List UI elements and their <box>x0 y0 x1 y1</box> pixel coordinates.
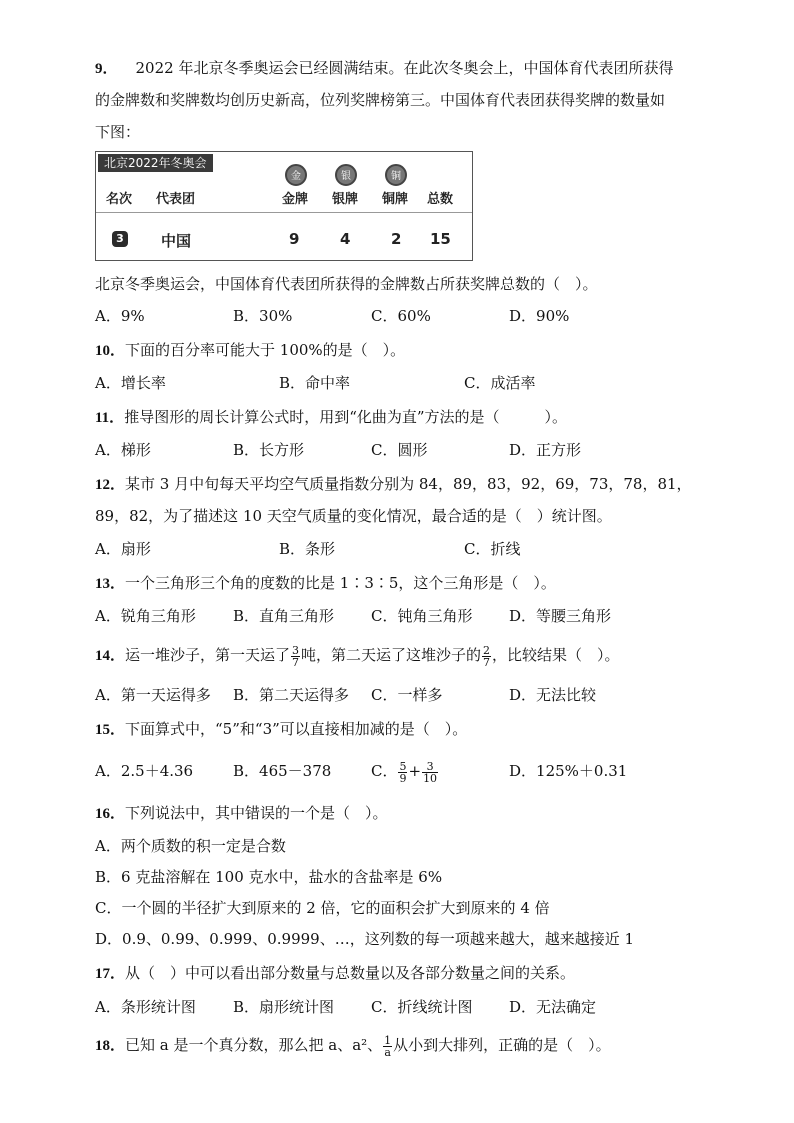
q10-option-a[interactable]: A．增长率 <box>95 374 166 392</box>
q13-options <box>95 606 715 626</box>
q11-option-c[interactable]: C．圆形 <box>371 441 428 459</box>
q16-option-a[interactable]: A．两个质数的积一定是合数 <box>95 837 286 855</box>
q16-option-b[interactable]: B．6 克盐溶解在 100 克水中，盐水的含盐率是 6% <box>95 868 443 886</box>
row-gold: 9 <box>289 230 300 248</box>
q17-option-d[interactable]: D．无法确定 <box>509 998 597 1016</box>
header-bronze: 铜牌 <box>382 192 409 207</box>
q9-option-b[interactable]: B．30% <box>233 307 293 325</box>
q12-line2: 89，82，为了描述这 10 天空气质量的变化情况，最合适的是（ ）统计图。 <box>95 507 612 525</box>
q17-option-b[interactable]: B．扇形统计图 <box>233 998 335 1016</box>
fraction-5-9: $\frac{5}{9}$ <box>399 759 407 785</box>
q14-option-a[interactable]: A．第一天运得多 <box>95 686 211 704</box>
q15-option-b[interactable]: B．465－378 <box>233 762 332 780</box>
q13-option-d[interactable]: D．等腰三角形 <box>509 607 612 625</box>
q12-number: 12． <box>95 477 126 493</box>
q17-number: 17． <box>95 966 126 982</box>
header-gold: 金牌 <box>282 192 309 207</box>
q11-option-d[interactable]: D．正方形 <box>509 441 582 459</box>
table-divider <box>96 212 472 213</box>
row-bronze: 2 <box>391 230 402 248</box>
q9-option-c[interactable]: C．60% <box>371 307 431 325</box>
q10-stem: 10．下面的百分率可能大于 100%的是（ ）。 <box>95 341 406 359</box>
q11-option-a[interactable]: A．梯形 <box>95 441 151 459</box>
gold-medal-icon: 金 <box>285 164 307 186</box>
q9-number: 9． <box>95 61 118 77</box>
q13-option-a[interactable]: A．锐角三角形 <box>95 607 196 625</box>
fraction-3-7: $\frac{3}{7}$ <box>292 643 300 669</box>
q11-number: 11． <box>95 410 125 426</box>
q12-option-a[interactable]: A．扇形 <box>95 540 151 558</box>
q9-option-a[interactable]: A．9% <box>95 307 145 325</box>
row-team: 中国 <box>161 232 192 250</box>
header-total: 总数 <box>427 192 454 207</box>
q18-stem: 18．已知 a 是一个真分数，那么把 a、a²、 $\frac{1}{a}$ 从小到大排列，正确的是（ ）。 <box>95 1033 611 1059</box>
bronze-medal-icon: 铜 <box>385 164 407 186</box>
q12-line1: 12．某市 3 月中旬每天平均空气质量指数分别为 84，89，83，92，69，73，78，81， <box>95 475 692 493</box>
header-silver: 银牌 <box>332 192 359 207</box>
row-total: 15 <box>430 230 451 248</box>
q10-option-b[interactable]: B．命中率 <box>279 374 351 392</box>
fraction-3-10: $\frac{3}{10}$ <box>423 759 438 785</box>
q11-stem: 11．推导图形的周长计算公式时，用到“化曲为直”方法的是（ ）。 <box>95 408 568 426</box>
q16-option-d[interactable]: D．0.9、0.99、0.999、0.9999、…，这列数的每一项越来越大，越来越接近 1 <box>95 930 635 948</box>
q10-number: 10． <box>95 343 126 359</box>
q16-option-c[interactable]: C．一个圆的半径扩大到原来的 2 倍，它的面积会扩大到原来的 4 倍 <box>95 899 550 917</box>
q13-option-c[interactable]: C．钝角三角形 <box>371 607 473 625</box>
q18-number: 18． <box>95 1038 126 1054</box>
q11-options <box>95 440 715 460</box>
medal-table-title: 北京2022年冬奥会 <box>98 154 213 172</box>
q16-number: 16． <box>95 806 126 822</box>
q12-options <box>95 539 715 559</box>
q17-options <box>95 997 715 1017</box>
q17-option-c[interactable]: C．折线统计图 <box>371 998 473 1016</box>
silver-medal-icon: 银 <box>335 164 357 186</box>
header-rank: 名次 <box>106 192 133 207</box>
q15-option-d[interactable]: D．125%＋0.31 <box>509 762 628 780</box>
q10-options <box>95 373 715 393</box>
q16-stem: 16．下列说法中，其中错误的一个是（ ）。 <box>95 804 388 822</box>
q15-option-c[interactable]: C． $\frac{5}{9}$ + $\frac{3}{10}$ <box>371 759 438 785</box>
q15-option-a[interactable]: A．2.5＋4.36 <box>95 762 194 780</box>
q15-options <box>95 758 715 788</box>
header-team: 代表团 <box>156 192 196 207</box>
fraction-1-a: $\frac{1}{a}$ <box>384 1033 392 1059</box>
q12-option-c[interactable]: C．折线 <box>464 540 521 558</box>
q17-option-a[interactable]: A．条形统计图 <box>95 998 196 1016</box>
q14-option-c[interactable]: C．一样多 <box>371 686 443 704</box>
q9-line3: 下图： <box>95 123 141 141</box>
medal-table <box>95 151 473 261</box>
q11-option-b[interactable]: B．长方形 <box>233 441 305 459</box>
q9-question: 北京冬季奥运会，中国体育代表团所获得的金牌数占所获奖牌总数的（ ）。 <box>95 275 598 293</box>
q12-option-b[interactable]: B．条形 <box>279 540 336 558</box>
q17-stem: 17．从（ ）中可以看出部分数量与总数量以及各部分数量之间的关系。 <box>95 964 576 982</box>
q9-option-d[interactable]: D．90% <box>509 307 570 325</box>
q9-line2: 的金牌数和奖牌数均创历史新高，位列奖牌榜第三。中国体育代表团获得奖牌的数量如 <box>95 91 666 109</box>
fraction-2-7: $\frac{2}{7}$ <box>483 643 491 669</box>
q14-options <box>95 685 715 705</box>
q14-option-b[interactable]: B．第二天运得多 <box>233 686 350 704</box>
q14-number: 14． <box>95 648 126 664</box>
q9-line1: 9． 2022 年北京冬季奥运会已经圆满结束。在此次冬奥会上，中国体育代表团所获得 <box>95 59 674 77</box>
q15-number: 15． <box>95 722 126 738</box>
q14-option-d[interactable]: D．无法比较 <box>509 686 597 704</box>
q13-stem: 13．一个三角形三个角的度数的比是 1∶3∶5，这个三角形是（ ）。 <box>95 574 556 592</box>
q13-number: 13． <box>95 576 126 592</box>
q13-option-b[interactable]: B．直角三角形 <box>233 607 335 625</box>
q15-stem: 15．下面算式中，“5”和“3”可以直接相加减的是（ ）。 <box>95 720 468 738</box>
rank-badge: 3 <box>112 231 128 247</box>
q14-stem: 14．运一堆沙子，第一天运了 $\frac{3}{7}$ 吨，第二天运了这堆沙子的 $\frac{2}{7}$ ，比较结果（ ）。 <box>95 643 620 669</box>
row-silver: 4 <box>340 230 351 248</box>
q9-options <box>95 306 715 326</box>
q10-option-c[interactable]: C．成活率 <box>464 374 536 392</box>
